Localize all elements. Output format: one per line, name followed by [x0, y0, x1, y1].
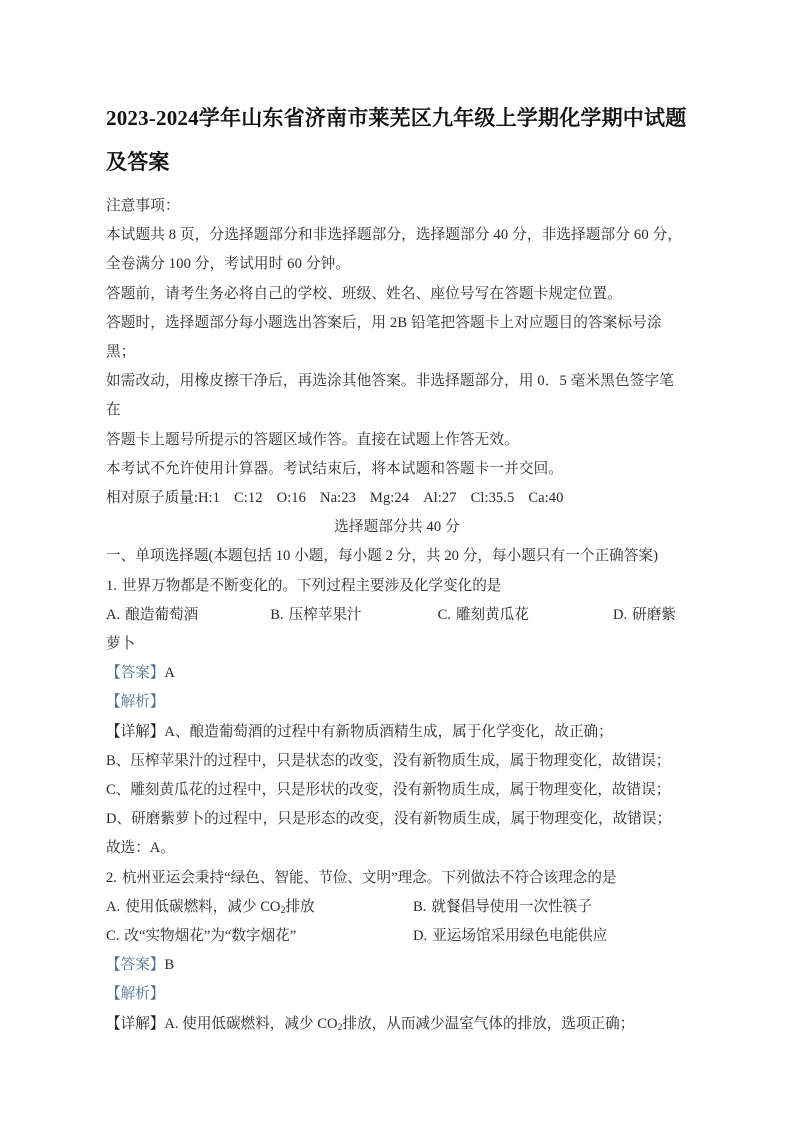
analysis-marker: 【解析】 — [106, 694, 165, 711]
answer-marker: 【答案】 — [106, 665, 165, 682]
question-2-answer — [106, 951, 688, 980]
question-1-options — [106, 601, 688, 659]
document-content — [106, 96, 688, 1039]
question-2-text: 杭州亚运会秉持“绿色、智能、节俭、文明”理念。下列做法不符合该理念的是 — [121, 869, 617, 886]
option-d-label: D. — [413, 928, 428, 945]
notice-line-6: 答题卡上题号所提示的答题区域作答。直接在试题上作答无效。 — [106, 431, 519, 448]
question-1-option-a[interactable] — [106, 607, 198, 623]
question-1-detail-line-1 — [106, 718, 688, 747]
question-1-stem — [106, 572, 688, 601]
question-2-option-c[interactable] — [106, 922, 397, 951]
atomic-mass-cl: Cl:35.5 — [470, 490, 515, 507]
option-d-text: 研磨紫萝卜 — [106, 606, 676, 653]
question-2-analysis-marker-row — [106, 980, 688, 1009]
notice-line-3: 答题前，请考生务必将自己的学校、班级、姓名、座位号写在答题卡规定位置。 — [106, 285, 623, 302]
question-1-detail-line-4: D、研磨紫萝卜的过程中，只是形态的改变，没有新物质生成，属于物理变化，故错误； — [106, 811, 672, 828]
option-b-label: B. — [413, 898, 427, 915]
detail-marker: 【详解】 — [106, 1015, 165, 1032]
question-1-text: 世界万物都是不断变化的。下列过程主要涉及化学变化的是 — [121, 577, 502, 594]
option-a-text-post: 排放 — [285, 898, 315, 915]
question-2-options — [106, 893, 688, 951]
question-2-option-b[interactable] — [397, 893, 688, 922]
atomic-mass-h: H:1 — [197, 490, 221, 507]
answer-value: A — [164, 665, 175, 682]
atomic-mass-prefix: 相对原子质量: — [106, 490, 198, 507]
atomic-mass-na: Na:23 — [320, 490, 356, 507]
option-c-text: 雕刻黄瓜花 — [455, 606, 529, 623]
notice-line-2: 全卷满分 100 分，考试用时 60 分钟。 — [106, 256, 351, 273]
analysis-marker: 【解析】 — [106, 986, 165, 1003]
atomic-mass-ca: Ca:40 — [528, 490, 564, 507]
option-c-text: 改“实物烟花”为“数字烟花” — [124, 928, 297, 945]
option-a-text-pre: 使用低碳燃料，减少 CO — [125, 898, 281, 915]
question-2-option-a[interactable] — [106, 893, 397, 922]
question-2-number: 2. — [106, 869, 117, 886]
atomic-mass-line — [106, 484, 688, 513]
atomic-mass-al: Al:27 — [423, 490, 457, 507]
detail-marker: 【详解】 — [106, 723, 165, 740]
question-2-detail-line-1 — [106, 1010, 688, 1039]
notice-line-7: 本考试不允许使用计算器。考试结束后，将本试题和答题卡一并交回。 — [106, 460, 564, 477]
detail-text: A、酿造葡萄酒的过程中有新物质酒精生成，属于化学变化，故正确； — [164, 723, 613, 740]
question-1-option-c[interactable] — [438, 607, 529, 623]
section-heading-choice-part: 选择题部分共 40 分 — [334, 519, 460, 536]
option-c-label: C. — [106, 928, 120, 945]
notice-line-5: 如需改动，用橡皮擦干净后，再选涂其他答案。非选择题部分，用 0．5 毫米黑色签字笔在 — [106, 373, 675, 419]
detail-text-pre: A. 使用低碳燃料，减少 CO — [164, 1015, 338, 1032]
atomic-mass-c: C:12 — [234, 490, 263, 507]
option-a-label: A. — [106, 606, 121, 623]
question-2-option-d[interactable] — [397, 922, 688, 951]
option-a-text: 酿造葡萄酒 — [125, 606, 199, 623]
option-d-text: 亚运场馆采用绿色电能供应 — [432, 928, 608, 945]
option-a-subscript: 2 — [280, 905, 286, 917]
option-d-label: D. — [612, 606, 628, 623]
notice-heading: 注意事项： — [106, 198, 180, 214]
question-1-answer — [106, 659, 688, 688]
question-1-detail-line-3: C、雕刻黄瓜花的过程中，只是形状的改变，没有新物质生成，属于物理变化，故错误； — [106, 782, 671, 799]
question-1-number: 1. — [106, 577, 117, 594]
detail-subscript: 2 — [337, 1021, 343, 1033]
option-b-label: B. — [270, 606, 284, 623]
option-c-label: C. — [437, 606, 451, 623]
notice-line-4: 答题时，选择题部分每小题选出答案后，用 2B 铅笔把答题卡上对应题目的答案标号涂黑； — [106, 314, 662, 361]
question-2-stem — [106, 864, 688, 893]
page-title: 2023-2024学年山东省济南市莱芜区九年级上学期化学期中试题及答案 — [106, 106, 687, 174]
question-1-analysis-marker-row — [106, 688, 688, 717]
notice-line-1: 本试题共 8 页，分选择题部分和非选择题部分，选择题部分 40 分，非选择题部分 60 分， — [106, 227, 683, 244]
option-b-text: 就餐倡导使用一次性筷子 — [431, 898, 592, 915]
answer-value: B — [164, 957, 175, 974]
question-1-detail-line-2: B、压榨苹果汁的过程中，只是状态的改变，没有新物质生成，属于物理变化，故错误； — [106, 752, 671, 769]
part-one-heading: 一、单项选择题(本题包括 10 小题，每小题 2 分，共 20 分，每小题只有一个正确答案) — [106, 548, 658, 565]
atomic-mass-o: O:16 — [276, 490, 306, 507]
option-b-text: 压榨苹果汁 — [288, 606, 362, 623]
detail-text-post: 排放，从而减少温室气体的排放，选项正确； — [342, 1015, 635, 1032]
atomic-mass-mg: Mg:24 — [369, 490, 410, 507]
answer-marker: 【答案】 — [106, 957, 165, 974]
question-1-detail-line-5: 故选：A。 — [106, 840, 175, 857]
question-1-option-b[interactable] — [270, 607, 361, 623]
option-a-label: A. — [106, 898, 121, 915]
